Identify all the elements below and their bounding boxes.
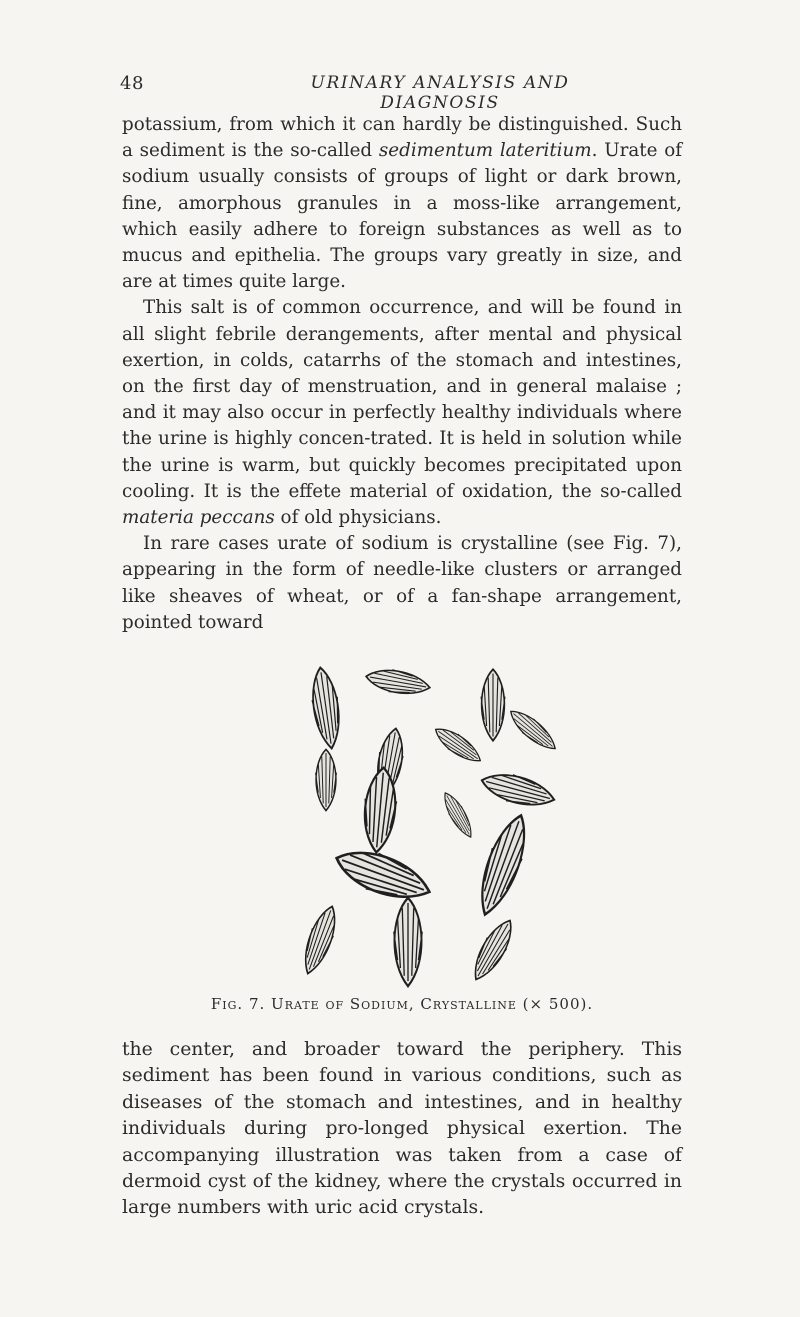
- paragraph-1-end: . Urate of sodium usually consists of groups of light or dark brown, fine, amorphous granules in a moss-like arrangement, which easily adhere to foreign substances as well as to mucus and epithelia. The groups vary greatly in size, and are at times quite large.: [122, 140, 682, 293]
- crystal-cluster-14: [394, 898, 423, 986]
- crystal-cluster-15: [466, 915, 519, 985]
- page-number: 48: [120, 73, 144, 94]
- crystal-cluster-1: [308, 666, 345, 750]
- paragraph-2: [122, 295, 682, 531]
- crystal-cluster-4: [316, 749, 337, 810]
- crystal-cluster-12: [470, 810, 536, 920]
- crystal-cluster-10: [439, 789, 477, 841]
- paragraph-1-start: potassium, from which it can hardly be distinguished. Such a sediment is the so-called: [122, 114, 682, 162]
- page-header: [120, 73, 680, 113]
- crystal-cluster-7: [505, 705, 561, 756]
- crystal-cluster-11: [330, 841, 435, 910]
- figure-7-crystal-illustration: [288, 650, 588, 990]
- crystal-cluster-3: [481, 669, 505, 740]
- paragraph-2-italic-term: materia peccans: [122, 507, 275, 529]
- crystal-cluster-2: [364, 665, 432, 698]
- paragraph-4: the center, and broader toward the periphery. This sediment has been found in various conditions, such as diseases of the stomach and intestines, and in healthy individuals during pro-longed physical exertion. The accompanying illustration was taken from a case of dermoid cyst of the kidney, where the crystals occurred in large numbers with uric acid crystals.: [122, 1039, 682, 1219]
- paragraph-3: In rare cases urate of sodium is crystalline (see Fig. 7), appearing in the form of needle-like clusters or arranged like sheaves of wheat, or of a fan-shape arrangement, pointed toward: [122, 533, 682, 633]
- body-text-bottom: [122, 1037, 682, 1222]
- paragraph-2-start: This salt is of common occurrence, and will be found in all slight febrile derangements, after mental and physical exertion, in colds, catarrhs of the stomach and intestines, on the first day of menstruation, and in general malaise ; and it may also occur in perfectly healthy individuals where the urine is highly concen-trated. It is held in solution while the urine is warm, but quickly becomes precipitated upon cooling. It is the effete material of oxidation, the so-called: [122, 297, 682, 502]
- running-title: URINARY ANALYSIS AND DIAGNOSIS: [310, 73, 570, 113]
- figure-caption: Fig. 7. Urate of Sodium, Crystalline (× 500).: [210, 995, 594, 1013]
- crystal-cluster-9: [478, 767, 557, 812]
- crystal-clusters-drawing: [288, 650, 588, 990]
- body-text-top: [122, 112, 682, 636]
- paragraph-1: [122, 112, 682, 295]
- crystal-cluster-13: [297, 903, 343, 978]
- paragraph-2-end: of old physicians.: [274, 507, 442, 529]
- crystal-cluster-6: [431, 722, 486, 768]
- paragraph-1-italic-term: sedimentum lateritium: [378, 140, 592, 162]
